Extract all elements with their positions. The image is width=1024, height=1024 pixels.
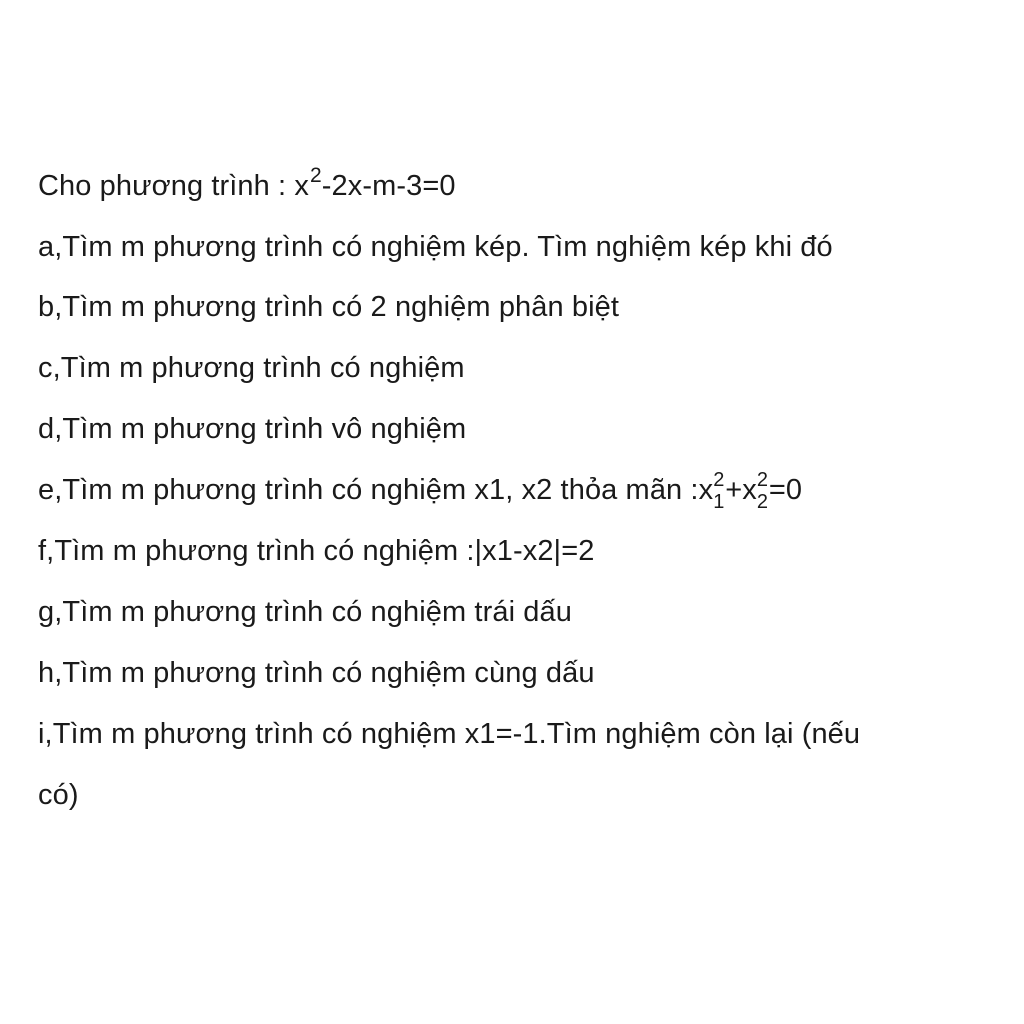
question-i-line2: có) <box>38 779 79 811</box>
variable-x2: x <box>742 474 757 506</box>
x1-subscript: 1 <box>713 491 725 513</box>
question-b: b,Tìm m phương trình có 2 nghiệm phân biệt <box>38 291 620 323</box>
question-i-line1: i,Tìm m phương trình có nghiệm x1=-1.Tìm nghiệm còn lại (nếu <box>38 718 861 750</box>
question-d: d,Tìm m phương trình vô nghiệm <box>38 413 467 445</box>
question-e-text: e,Tìm m phương trình có nghiệm x1, x2 thỏa mãn : <box>38 474 699 506</box>
variable-x1: x <box>698 474 714 506</box>
statement-text: Cho phương trình : x <box>38 170 309 202</box>
equals-zero: =0 <box>768 474 803 506</box>
x2-subscript: 2 <box>756 491 769 513</box>
question-h: h,Tìm m phương trình có nghiệm cùng dấu <box>38 657 595 689</box>
plus-sign: + <box>725 474 743 506</box>
x2-exponent: 2 <box>756 469 769 491</box>
x1-exponent: 2 <box>713 469 725 491</box>
question-a: a,Tìm m phương trình có nghiệm kép. Tìm nghiệm kép khi đó <box>38 231 833 263</box>
question-c: c,Tìm m phương trình có nghiệm <box>38 352 465 384</box>
question-f: f,Tìm m phương trình có nghiệm :|x1-x2|=2 <box>38 535 595 567</box>
exponent-superscript: 2 <box>309 164 322 187</box>
x1-scripts <box>713 469 725 513</box>
statement-equation-rest: -2x-m-3=0 <box>321 170 456 202</box>
x2-scripts <box>756 469 769 513</box>
problem-statement <box>38 164 456 207</box>
question-g: g,Tìm m phương trình có nghiệm trái dấu <box>38 596 572 628</box>
question-e <box>38 469 803 513</box>
